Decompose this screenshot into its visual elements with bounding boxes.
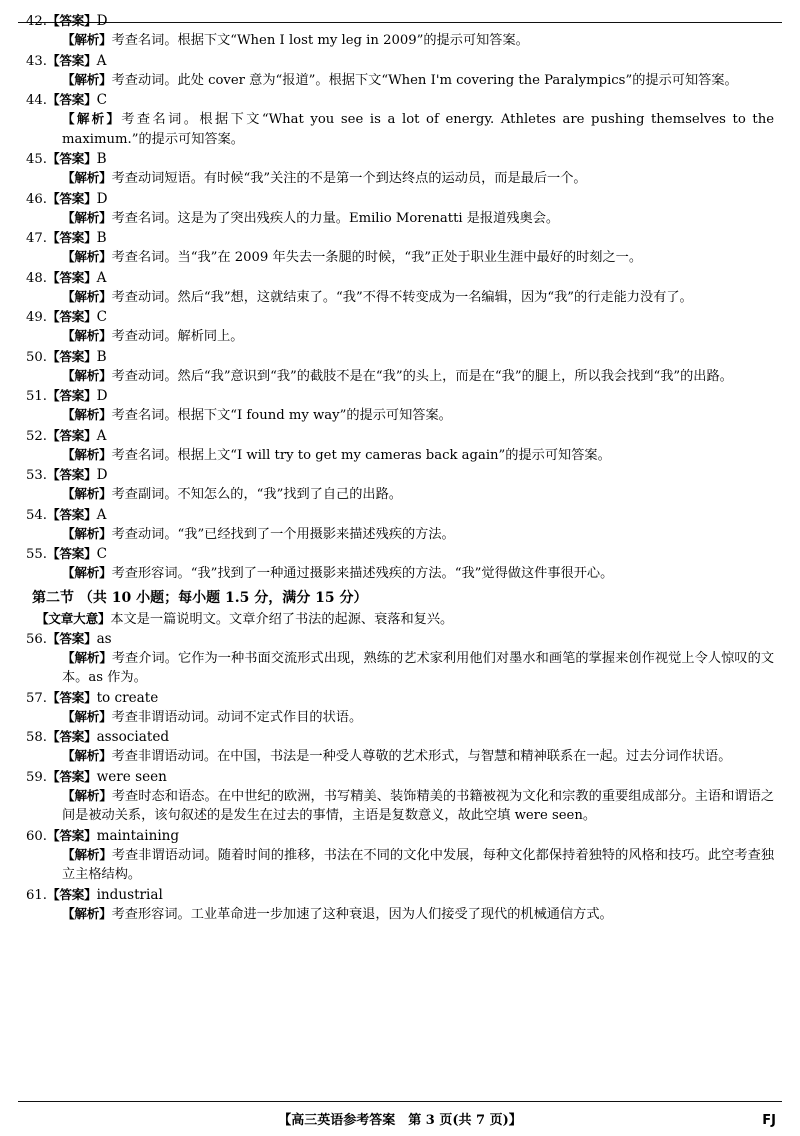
analysis-line: [26, 524, 774, 545]
answer-value: maintaining: [96, 827, 180, 844]
item-number: 42.: [26, 14, 47, 29]
answer-item: [26, 827, 774, 885]
answer-line: [26, 630, 774, 648]
analysis-line: [26, 563, 774, 584]
item-number: 53.: [26, 468, 47, 483]
answer-value: industrial: [96, 886, 163, 903]
answer-item: [26, 150, 774, 189]
answer-item: [26, 545, 774, 584]
answer-line: [26, 827, 774, 845]
analysis-label: 【解析】: [62, 905, 112, 921]
analysis-text: 考查名词。根据下文“What you see is a lot of energy. Athletes are pushing themselves to the maximum.”的提示可知答案。: [62, 112, 774, 147]
analysis-label: 【解析】: [62, 71, 112, 87]
answer-line: [26, 387, 774, 405]
analysis-label: 【解析】: [62, 407, 112, 422]
item-number: 52.: [26, 428, 47, 444]
answer-value: A: [96, 427, 107, 444]
answer-label: 【答案】: [46, 388, 97, 403]
answer-value: C: [96, 309, 107, 325]
analysis-line: [26, 208, 774, 229]
answer-label: 【答案】: [46, 506, 97, 522]
answer-line: [26, 308, 774, 326]
answer-label: 【答案】: [46, 92, 97, 107]
answer-value: B: [96, 151, 107, 167]
answer-item: [26, 466, 774, 505]
answer-value: B: [96, 230, 107, 246]
answer-value: D: [96, 13, 108, 29]
analysis-label: 【解析】: [62, 111, 122, 126]
answer-value: B: [96, 348, 107, 365]
analysis-text: 考查名词。当“我”在 2009 年失去一条腿的时候，“我”正处于职业生涯中最好的时刻之一。: [111, 250, 643, 265]
analysis-line: [26, 30, 774, 51]
analysis-label: 【解析】: [62, 649, 112, 665]
item-number: 55.: [26, 547, 47, 562]
answers-content: [26, 8, 774, 924]
footer-center-text: 【高三英语参考答案 第 3 页(共 7 页)】: [278, 1113, 522, 1128]
answer-item: [26, 768, 774, 826]
item-number: 44.: [26, 93, 47, 108]
page-bottom-rule: [18, 1101, 782, 1102]
item-number: 48.: [26, 270, 47, 286]
answer-label: 【答案】: [46, 269, 97, 285]
answer-item: [26, 630, 774, 688]
analysis-text: 考查形容词。工业革命进一步加速了这种衰退，因为人们接受了现代的机械通信方式。: [111, 906, 613, 922]
answer-line: [26, 229, 774, 247]
answer-line: [26, 689, 774, 707]
item-number: 56.: [26, 631, 47, 647]
analysis-line: [26, 746, 774, 767]
item-number: 61.: [26, 887, 47, 903]
answer-value: A: [96, 506, 107, 523]
analysis-text: 考查非谓语动词。在中国，书法是一种受人尊敬的艺术形式，与智慧和精神联系在一起。过去分词作状语。: [111, 749, 732, 764]
answer-label: 【答案】: [46, 827, 97, 843]
analysis-text: 考查时态和语态。在中世纪的欧洲，书写精美、装饰精美的书籍被视为文化和宗教的重要组成部分。主语和谓语之间是被动关系，该句叙述的是发生在过去的事情，主语是复数意义，故此空填 were seen。: [62, 788, 774, 823]
answer-line: [26, 269, 774, 287]
analysis-line: [26, 168, 774, 189]
analysis-text: 考查动词。此处 cover 意为“报道”。根据下文“When I'm covering the Paralympics”的提示可知答案。: [111, 72, 738, 88]
analysis-label: 【解析】: [62, 328, 112, 343]
answer-item: [26, 91, 774, 149]
analysis-label: 【解析】: [62, 486, 112, 501]
analysis-line: [26, 326, 774, 347]
analysis-label: 【解析】: [62, 787, 112, 803]
answer-line: [26, 466, 774, 484]
answer-item: [26, 348, 774, 387]
section-heading: 第二节 （共 10 小题；每小题 1.5 分，满分 15 分）: [32, 589, 368, 606]
answer-line: [26, 348, 774, 366]
answer-value: associated: [96, 729, 170, 745]
analysis-text: 考查副词。不知怎么的，“我”找到了自己的出路。: [111, 487, 402, 502]
analysis-text: 考查动词。解析同上。: [111, 329, 244, 344]
answer-line: [26, 190, 774, 208]
answer-item: [26, 52, 774, 91]
footer-region-code: FJ: [762, 1113, 776, 1128]
article-gist-line: [26, 609, 774, 630]
analysis-text: 考查名词。根据上文“I will try to get my cameras back again”的提示可知答案。: [111, 447, 611, 463]
analysis-text: 考查名词。这是为了突出残疾人的力量。Emilio Morenatti 是报道残奥会。: [111, 210, 560, 226]
answer-line: [26, 545, 774, 563]
answer-label: 【答案】: [46, 630, 97, 646]
analysis-line: [26, 707, 774, 728]
answer-label: 【答案】: [46, 689, 97, 705]
analysis-label: 【解析】: [62, 748, 112, 763]
answer-value: as: [96, 630, 112, 647]
analysis-text: 考查形容词。“我”找到了一种通过摄影来描述残疾的方法。“我”觉得做这件事很开心。: [111, 566, 614, 581]
answer-value: C: [96, 92, 107, 108]
answer-item: [26, 308, 774, 347]
answer-line: [26, 150, 774, 168]
answer-line: [26, 506, 774, 524]
answer-line: [26, 12, 774, 30]
answer-value: to create: [96, 689, 159, 706]
answer-label: 【答案】: [46, 52, 97, 68]
analysis-text: 考查动词。“我”已经找到了一个用摄影来描述残疾的方法。: [111, 526, 455, 542]
answer-value: A: [96, 52, 107, 69]
answer-label: 【答案】: [46, 151, 97, 166]
analysis-line: [26, 845, 774, 885]
analysis-line: [26, 70, 774, 91]
answer-value: D: [96, 190, 108, 207]
answer-line: [26, 886, 774, 904]
item-number: 43.: [26, 53, 47, 69]
answer-item: [26, 427, 774, 466]
answer-item: [26, 506, 774, 545]
analysis-label: 【解析】: [62, 708, 112, 724]
answer-label: 【答案】: [46, 729, 97, 744]
answer-label: 【答案】: [46, 13, 97, 28]
answer-value: C: [96, 546, 107, 562]
gist-text: 本文是一篇说明文。文章介绍了书法的起源、衰落和复兴。: [110, 611, 454, 627]
analysis-text: 考查动词。然后“我”想，这就结束了。“我”不得不转变成为一名编辑，因为“我”的行走能力没有了。: [111, 289, 693, 305]
answer-line: [26, 427, 774, 445]
analysis-line: [26, 484, 774, 505]
analysis-text: 考查非谓语动词。动词不定式作目的状语。: [111, 709, 363, 725]
analysis-line: [26, 786, 774, 826]
analysis-label: 【解析】: [62, 249, 112, 264]
analysis-line: [26, 445, 774, 466]
analysis-label: 【解析】: [62, 170, 112, 185]
page-footer: [0, 1109, 800, 1128]
answer-label: 【答案】: [46, 309, 97, 324]
item-number: 51.: [26, 389, 47, 404]
analysis-text: 考查动词短语。有时候“我”关注的不是第一个到达终点的运动员，而是最后一个。: [111, 171, 587, 186]
analysis-text: 考查名词。根据下文“I found my way”的提示可知答案。: [111, 408, 452, 423]
analysis-label: 【解析】: [62, 446, 112, 462]
answer-item: [26, 269, 774, 308]
analysis-line: [26, 366, 774, 387]
analysis-line: [26, 287, 774, 308]
item-number: 57.: [26, 690, 47, 706]
answer-label: 【答案】: [46, 190, 97, 206]
analysis-text: 考查介词。它作为一种书面交流形式出现，熟练的艺术家利用他们对墨水和画笔的掌握来创作视觉上令人惊叹的文本。as 作为。: [62, 650, 774, 685]
analysis-label: 【解析】: [62, 846, 112, 862]
analysis-line: [26, 405, 774, 426]
answer-item: [26, 689, 774, 728]
answer-line: [26, 52, 774, 70]
analysis-line: [26, 109, 774, 149]
answer-item: [26, 190, 774, 229]
analysis-line: [26, 247, 774, 268]
item-number: 47.: [26, 231, 47, 246]
analysis-text: 考查名词。根据下文“When I lost my leg in 2009”的提示可知答案。: [111, 33, 529, 48]
gist-label: 【文章大意】: [36, 610, 111, 626]
answer-line: [26, 91, 774, 109]
item-number: 60.: [26, 828, 47, 844]
answer-item: [26, 387, 774, 426]
analysis-line: [26, 648, 774, 688]
analysis-text: 考查动词。然后“我”意识到“我”的截肢不是在“我”的头上，而是在“我”的腿上，所以我会找到“我”的出路。: [111, 368, 733, 384]
answer-item: [26, 229, 774, 268]
answer-label: 【答案】: [46, 230, 97, 245]
answer-label: 【答案】: [46, 427, 97, 443]
answer-label: 【答案】: [46, 348, 97, 364]
analysis-line: [26, 904, 774, 925]
analysis-label: 【解析】: [62, 525, 112, 541]
answer-label: 【答案】: [46, 467, 97, 482]
answer-item: [26, 886, 774, 925]
answer-label: 【答案】: [46, 886, 97, 902]
item-number: 54.: [26, 507, 47, 523]
analysis-label: 【解析】: [62, 288, 112, 304]
answer-label: 【答案】: [46, 768, 97, 784]
answer-value: D: [96, 388, 108, 404]
item-number: 58.: [26, 730, 47, 745]
answer-item: [26, 728, 774, 767]
analysis-text: 考查非谓语动词。随着时间的推移，书法在不同的文化中发展，每种文化都保持着独特的风格和技巧。此空考查独立主格结构。: [62, 847, 774, 882]
answer-value: A: [96, 269, 107, 286]
analysis-label: 【解析】: [62, 565, 112, 580]
analysis-label: 【解析】: [62, 209, 112, 225]
answer-item: [26, 12, 774, 51]
answer-value: D: [96, 467, 108, 483]
item-number: 45.: [26, 152, 47, 167]
answer-line: [26, 768, 774, 786]
analysis-label: 【解析】: [62, 367, 112, 383]
answer-line: [26, 728, 774, 746]
item-number: 59.: [26, 769, 47, 785]
analysis-label: 【解析】: [62, 32, 112, 47]
item-number: 50.: [26, 349, 47, 365]
answer-value: were seen: [96, 768, 167, 785]
item-number: 49.: [26, 310, 47, 325]
item-number: 46.: [26, 191, 47, 207]
answer-label: 【答案】: [46, 546, 97, 561]
